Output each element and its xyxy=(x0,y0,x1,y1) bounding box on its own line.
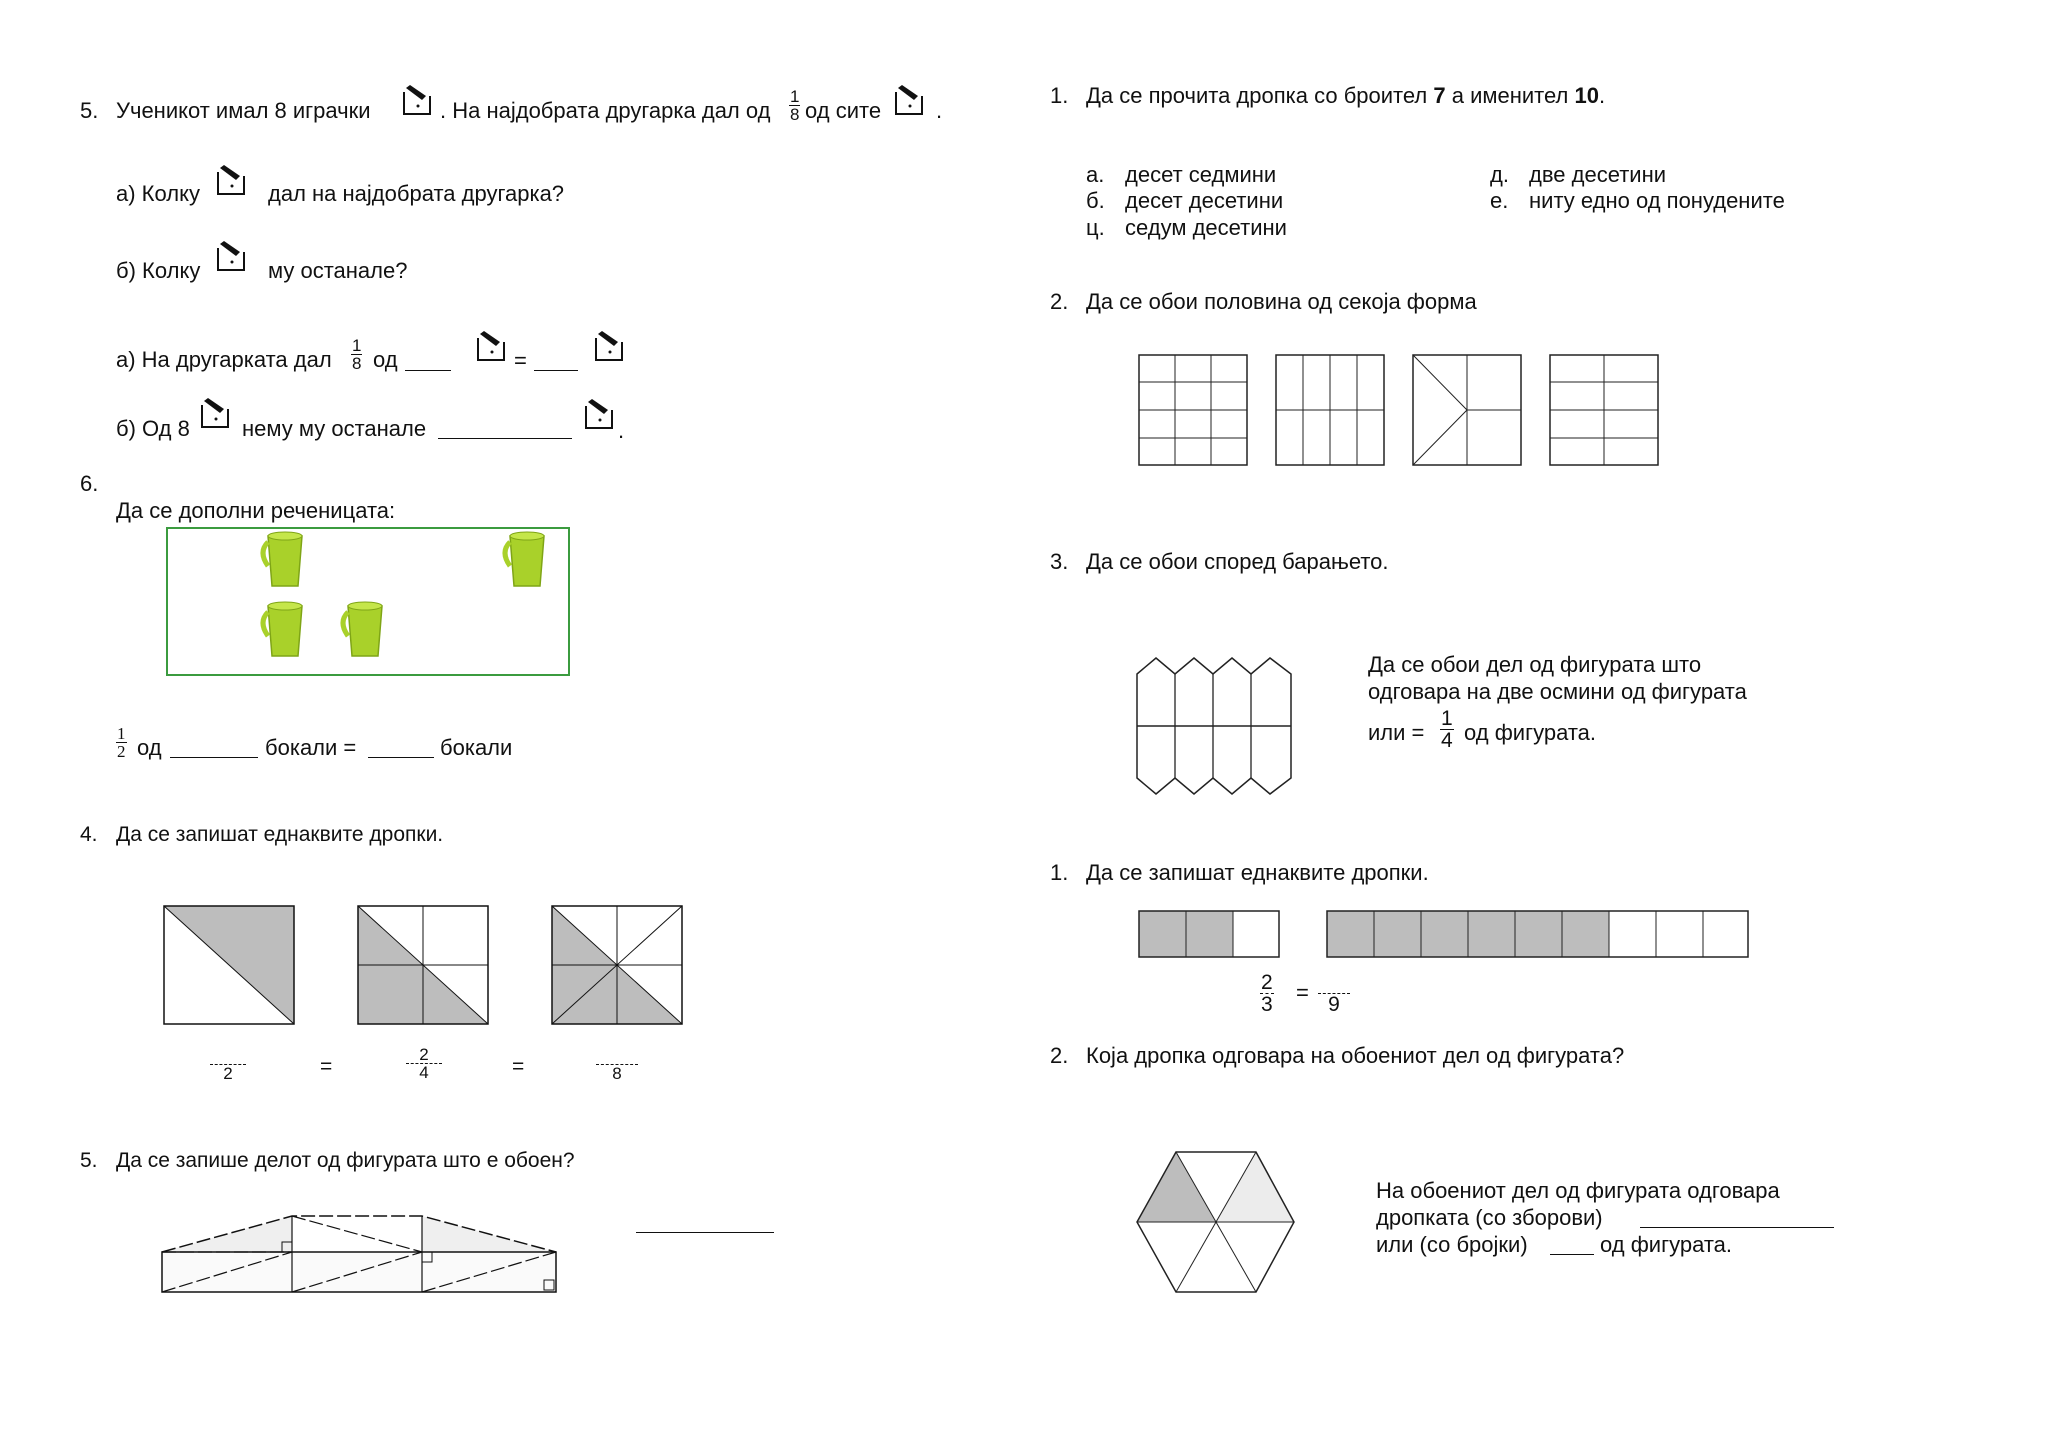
r-q2-number: 2. xyxy=(1050,289,1069,314)
r-q2b-desc3: или (со бројки) xyxy=(1376,1232,1528,1257)
answer-blank[interactable] xyxy=(1550,1254,1594,1255)
pencil-toy-icon xyxy=(582,398,620,434)
q5-ans-a-fraction: $\frac{1}{8}$ xyxy=(352,336,362,373)
r-q1-num-d: 10 xyxy=(1574,83,1599,108)
r-q1b-fraction-2: 9 xyxy=(1318,972,1350,1015)
q5-text-a: Ученикот имал 8 играчки xyxy=(116,98,371,123)
q4-text: Да се запишат еднаквите дропки. xyxy=(116,823,444,846)
hexagon-sixths-figure xyxy=(1136,1150,1296,1294)
grid-shape-1[interactable] xyxy=(1138,354,1248,466)
q4-fraction-2: $\frac{2}{4}$ xyxy=(406,1046,442,1081)
q6-fraction: $\frac{1}{2}$ xyxy=(117,724,126,761)
r-q1-question xyxy=(1086,85,1605,107)
q5-b-label: б) Колку xyxy=(116,258,201,283)
answer-blank[interactable] xyxy=(636,1232,774,1233)
r-q2b-number: 2. xyxy=(1050,1043,1069,1068)
option-text[interactable]: десет седмини xyxy=(1125,162,1277,187)
q6-bokali2: бокали xyxy=(440,735,513,760)
r-q1-number: 1. xyxy=(1050,83,1069,108)
q4-fraction-3: 8 xyxy=(596,1047,638,1082)
r-q1b-eq: = xyxy=(1296,980,1309,1005)
q5-text-b: . На најдобрата другарка дал од xyxy=(440,98,771,123)
q4-eq-1: = xyxy=(320,1055,333,1078)
trapezoid-triangles-figure xyxy=(162,1212,556,1296)
square-half-shaded xyxy=(164,906,294,1024)
answer-blank[interactable] xyxy=(534,370,578,371)
answer-blank[interactable] xyxy=(438,438,572,439)
hexagon-strips-figure[interactable] xyxy=(1136,656,1294,796)
grid-shape-4[interactable] xyxy=(1549,354,1659,466)
jug-icon xyxy=(338,600,394,660)
q5-a-rest: дал на најдобрата другарка? xyxy=(268,181,565,206)
r-q3-fraction: $\frac{1}{4}$ xyxy=(1441,707,1453,752)
r-q3-desc2: одговара на две осмини од фигурата xyxy=(1368,679,1747,704)
square-eighths-shaded xyxy=(552,906,682,1024)
answer-blank[interactable] xyxy=(1640,1227,1834,1228)
jug-icon xyxy=(258,600,314,660)
option-letter[interactable]: д. xyxy=(1490,162,1509,187)
q5-ans-b-rest: нему му останале xyxy=(242,416,427,441)
q4-number: 4. xyxy=(80,823,98,846)
jug-icon xyxy=(258,530,314,590)
pencil-toy-icon xyxy=(474,330,512,366)
q5-ans-a-text: а) На другарката дал xyxy=(116,347,332,372)
pencil-toy-icon xyxy=(592,330,630,366)
r-q3-text: Да се обои според барањето. xyxy=(1086,549,1389,574)
option-text[interactable]: ниту едно од понудените xyxy=(1529,188,1785,213)
pencil-toy-icon xyxy=(400,84,438,120)
r-q2b-desc1: На обоениот дел од фигурата одговара xyxy=(1376,1178,1780,1203)
r-q3-number: 3. xyxy=(1050,549,1069,574)
r-q3-desc4: од фигурата. xyxy=(1464,720,1597,745)
answer-blank[interactable] xyxy=(368,757,434,758)
answer-blank[interactable] xyxy=(170,757,258,758)
r-q3-desc3: или = xyxy=(1368,720,1425,745)
option-letter[interactable]: е. xyxy=(1490,188,1509,213)
pencil-toy-icon xyxy=(214,240,252,276)
q5-ans-a-od: од xyxy=(373,347,398,372)
r-q3-desc1: Да се обои дел од фигурата што xyxy=(1368,652,1702,677)
q5-text-d: . xyxy=(936,98,943,123)
answer-blank[interactable] xyxy=(405,370,451,371)
strip-ninths xyxy=(1326,910,1750,958)
q6-number: 6. xyxy=(80,471,99,496)
r-q1b-number: 1. xyxy=(1050,860,1069,885)
r-q1-num-b: 7 xyxy=(1433,83,1446,108)
pencil-toy-icon xyxy=(214,164,252,200)
triangle-shape-3[interactable] xyxy=(1412,354,1522,466)
r-q1b-text: Да се запишат еднаквите дропки. xyxy=(1086,860,1429,885)
r-q2b-desc4: од фигурата. xyxy=(1600,1232,1733,1257)
pencil-toy-icon xyxy=(892,84,930,120)
r-q2-text: Да се обои половина од секоја форма xyxy=(1086,289,1477,314)
option-text[interactable]: две десетини xyxy=(1529,162,1667,187)
strip-thirds xyxy=(1138,910,1280,958)
q5-number: 5. xyxy=(80,98,99,123)
q4-eq-2: = xyxy=(512,1055,525,1078)
q5-a-label: а) Колку xyxy=(116,181,200,206)
q5b-text: Да се запише делот од фигурата што е обоен? xyxy=(116,1149,575,1172)
q5-b-rest: му останале? xyxy=(268,258,408,283)
q5b-number: 5. xyxy=(80,1149,98,1172)
jug-icon xyxy=(500,530,556,590)
square-quarters-shaded xyxy=(358,906,488,1024)
q5-ans-b-text: б) Од 8 xyxy=(116,416,190,441)
q6-od: од xyxy=(137,735,162,760)
r-q1b-fraction-1: $\frac{2}{3}$ xyxy=(1261,971,1273,1016)
option-text[interactable]: десет десетини xyxy=(1125,188,1284,213)
option-letter[interactable]: б. xyxy=(1086,188,1105,213)
q5-fraction: $\frac{1}{8}$ xyxy=(790,87,800,124)
r-q1-text-e: . xyxy=(1598,83,1606,108)
option-text[interactable]: седум десетини xyxy=(1125,215,1287,240)
q5-ans-a-eq: = xyxy=(514,348,527,373)
grid-shape-2[interactable] xyxy=(1275,354,1385,466)
q5-ans-b-dot: . xyxy=(618,418,625,443)
q6-bokali1: бокали = xyxy=(265,735,357,760)
r-q1-text-c: а именител xyxy=(1451,83,1569,108)
q5-text-c: од сите xyxy=(805,98,882,123)
r-q1-text-a: Да се прочита дропка со броител xyxy=(1086,83,1428,108)
r-q2b-desc2: дропката (со зборови) xyxy=(1376,1205,1603,1230)
pencil-toy-icon xyxy=(198,397,236,433)
r-q2b-text: Која дропка одговара на обоениот дел од фигурата? xyxy=(1086,1043,1625,1068)
option-letter[interactable]: ц. xyxy=(1086,215,1105,240)
q6-text: Да се дополни реченицата: xyxy=(116,498,396,523)
option-letter[interactable]: а. xyxy=(1086,162,1105,187)
q4-fraction-1: 2 xyxy=(210,1047,246,1082)
